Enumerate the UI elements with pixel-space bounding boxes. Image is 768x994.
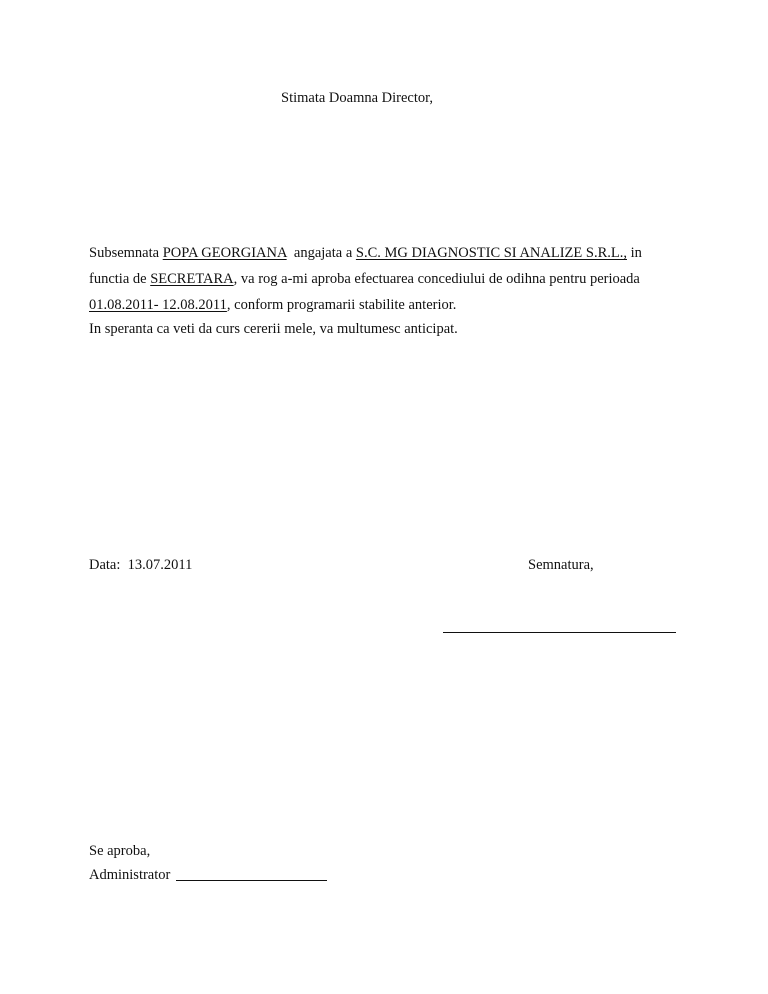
employee-name: POPA GEORGIANA bbox=[162, 245, 287, 261]
administrator-signature-line bbox=[176, 880, 327, 881]
approval-label: Se aproba, bbox=[89, 843, 151, 859]
job-position: SECRETARA bbox=[150, 271, 234, 287]
signature-label: Semnatura, bbox=[528, 557, 594, 573]
signature-line bbox=[443, 632, 676, 633]
body-line-1 bbox=[89, 246, 642, 261]
administrator-label: Administrator bbox=[89, 867, 171, 883]
body-line-2 bbox=[89, 272, 640, 287]
body-line-1-prefix: Subsemnata bbox=[89, 245, 163, 261]
salutation: Stimata Doamna Director, bbox=[281, 90, 434, 106]
body-line-2-prefix: functia de bbox=[89, 271, 151, 287]
body-line-1-middle: angajata a bbox=[286, 245, 356, 261]
date-value: 13.07.2011 bbox=[127, 557, 193, 573]
body-line-4: In speranta ca veti da curs cererii mele, va multumesc anticipat. bbox=[89, 321, 458, 337]
date-line bbox=[89, 558, 192, 573]
date-label: Data: bbox=[89, 557, 121, 573]
body-line-3 bbox=[89, 298, 456, 313]
body-line-3-suffix: , conform programarii stabilite anterior. bbox=[226, 297, 457, 313]
body-line-2-suffix: , va rog a-mi aproba efectuarea concediului de odihna pentru perioada bbox=[233, 271, 640, 287]
body-line-1-suffix: in bbox=[627, 245, 642, 261]
company-name: S.C. MG DIAGNOSTIC SI ANALIZE S.R.L., bbox=[355, 245, 627, 261]
leave-period: 01.08.2011- 12.08.2011 bbox=[89, 297, 227, 313]
